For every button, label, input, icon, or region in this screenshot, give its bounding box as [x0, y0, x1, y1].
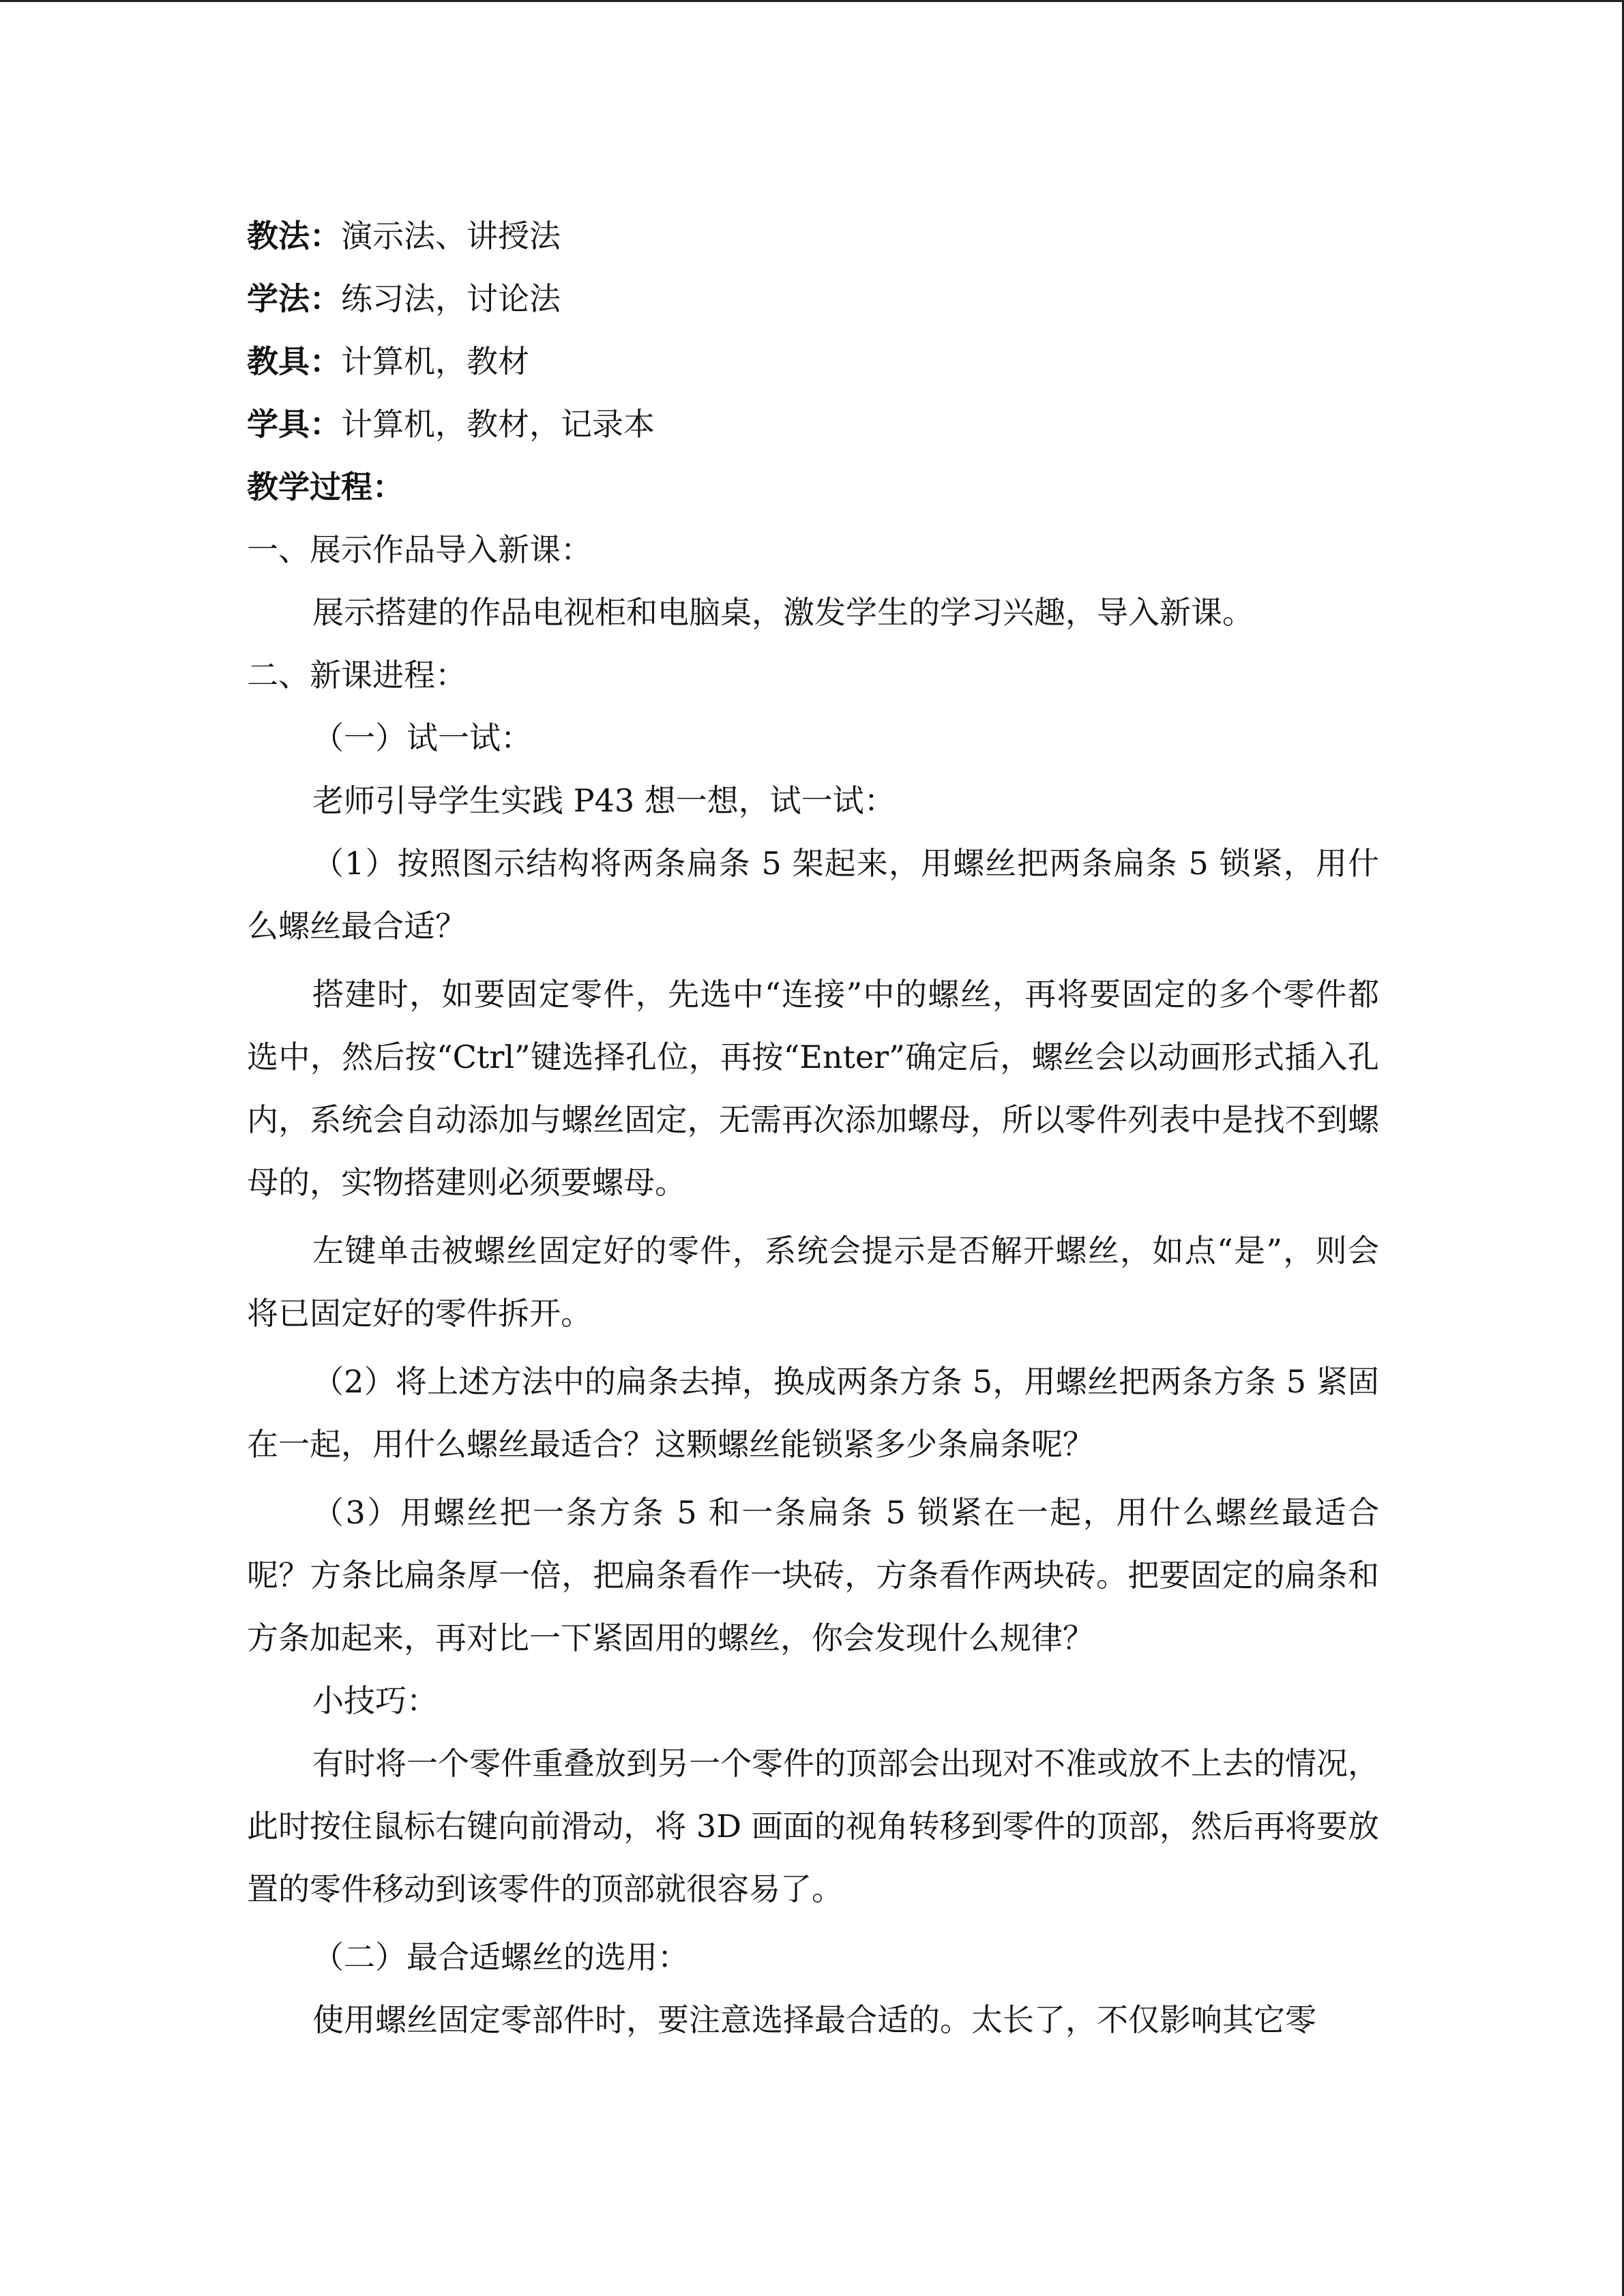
tip-body: 有时将一个零件重叠放到另一个零件的顶部会出现对不准或放不上去的情况，此时按住鼠标右键向前滑动，将 3D 画面的视角转移到零件的顶部，然后再将要放置的零件移动到该零件的顶部就很容易了。 — [247, 1745, 1379, 1907]
meta-line-learning — [247, 267, 1379, 330]
meta-value: 练习法，讨论法 — [341, 280, 561, 317]
section2-heading: 二、新课进程： — [247, 657, 467, 694]
meta-label: 教具： — [247, 343, 341, 380]
sub2-heading: （二）最合适螺丝的选用： — [312, 1939, 689, 1976]
meta-label: 学具： — [247, 406, 341, 443]
paragraph-2: 左键单击被螺丝固定好的零件，系统会提示是否解开螺丝，如点“是”，则会将已固定好的零件拆开。 — [247, 1232, 1379, 1332]
sub1-heading: （一）试一试： — [312, 719, 532, 756]
process-heading: 教学过程： — [247, 468, 404, 505]
meta-value: 计算机，教材 — [341, 343, 529, 380]
meta-label: 教法： — [247, 218, 341, 254]
question-1: （1）按照图示结构将两条扁条 5 架起来，用螺丝把两条扁条 5 锁紧，用什么螺丝最合适？ — [247, 845, 1379, 944]
question-2: （2）将上述方法中的扁条去掉，换成两条方条 5，用螺丝把两条方条 5 紧固在一起，用什么螺丝最适合？这颗螺丝能锁紧多少条扁条呢？ — [247, 1363, 1379, 1463]
sub2-body: 使用螺丝固定零部件时，要注意选择最合适的。太长了，不仅影响其它零 — [312, 2001, 1316, 2038]
section1-body: 展示搭建的作品电视柜和电脑桌，激发学生的学习兴趣，导入新课。 — [312, 594, 1254, 631]
meta-line-method — [247, 205, 1379, 267]
meta-value: 演示法、讲授法 — [341, 218, 561, 254]
meta-line-teaching-tools — [247, 330, 1379, 393]
meta-line-learning-tools — [247, 393, 1379, 456]
question-3: （3）用螺丝把一条方条 5 和一条扁条 5 锁紧在一起，用什么螺丝最适合呢？方条比扁条厚一倍，把扁条看作一块砖，方条看作两块砖。把要固定的扁条和方条加起来，再对比一下紧固用的螺丝，你会发现什么规律？ — [247, 1494, 1379, 1656]
document-body — [247, 205, 1379, 2051]
sub1-intro: 老师引导学生实践 P43 想一想，试一试： — [312, 782, 896, 819]
tip-heading: 小技巧： — [312, 1682, 438, 1719]
meta-label: 学法： — [247, 280, 341, 317]
section1-heading: 一、展示作品导入新课： — [247, 531, 592, 568]
page-border-top — [0, 0, 1624, 2]
paragraph-1: 搭建时，如要固定零件，先选中“连接”中的螺丝，再将要固定的多个零件都选中，然后按“Ctrl”键选择孔位，再按“Enter”确定后，螺丝会以动画形式插入孔内，系统会自动添加与螺丝固定，无需再次添加螺母，所以零件列表中是找不到螺母的，实物搭建则必须要螺母。 — [247, 976, 1379, 1201]
meta-value: 计算机，教材，记录本 — [341, 406, 655, 443]
